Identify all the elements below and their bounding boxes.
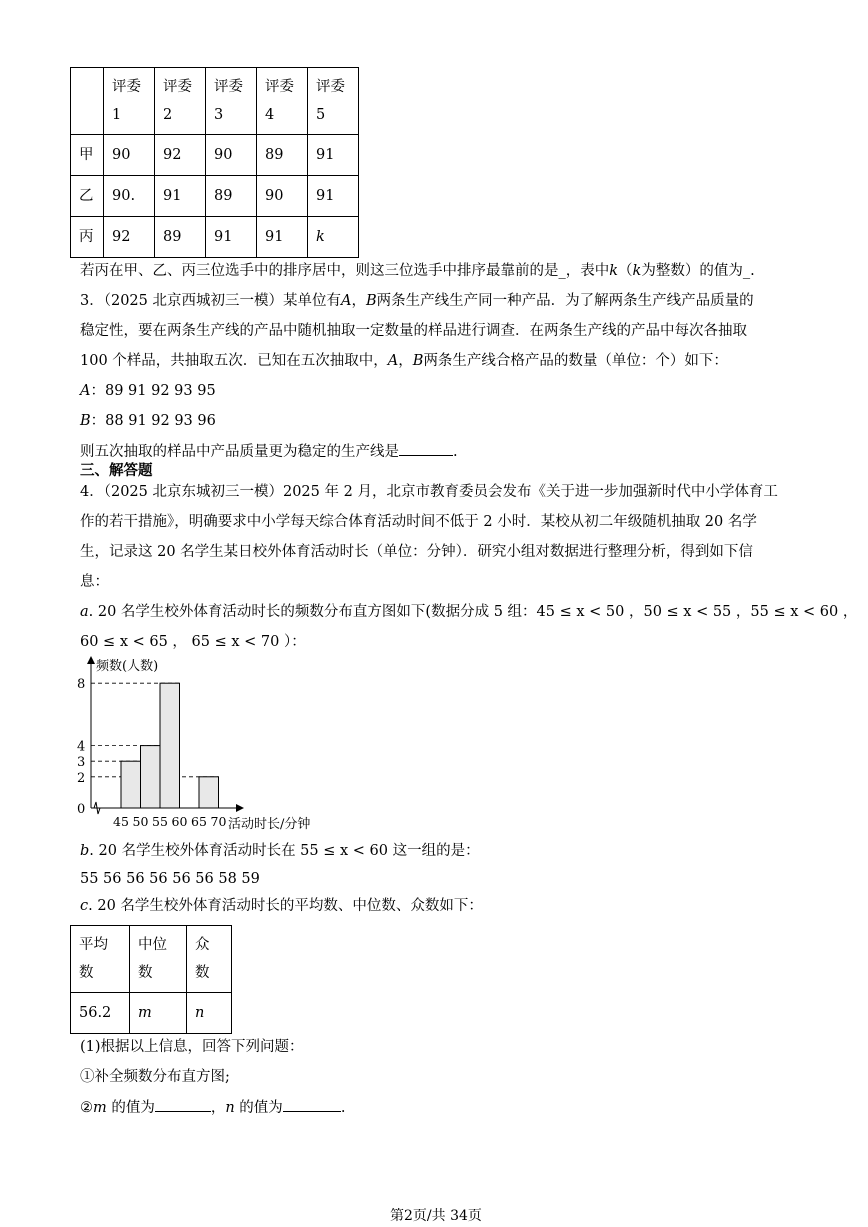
line-b-values: ：88 91 92 93 96 (90, 413, 216, 429)
var-a: A (387, 353, 399, 369)
question-2-tail (80, 261, 755, 281)
q2-text: 若丙在甲、乙、丙三位选手中的排序居中，则这三位选手中排序最靠前的是_，表中 (80, 263, 610, 279)
x-tick-label: 45 (113, 814, 129, 829)
stats-header-row (71, 926, 232, 993)
score-cell: 91 (308, 135, 359, 176)
q4-part-b (80, 841, 480, 861)
sub1b-text: 的值为 (234, 1100, 283, 1116)
sub1b-text: ， (210, 1100, 226, 1116)
table-row (71, 993, 232, 1034)
score-cell: 92 (104, 217, 155, 258)
header-cell-judge-5 (308, 68, 359, 135)
score-cell: 90 (104, 135, 155, 176)
q3-text: 3．（2025 北京西城初三一模）某单位有 (80, 293, 341, 309)
score-cell: 89 (257, 135, 308, 176)
stats-header-mean (71, 926, 130, 993)
histogram-bar-50-55 (141, 746, 161, 808)
q2-text: 为整数）的值为_. (641, 263, 755, 279)
stats-header-median (130, 926, 187, 993)
judge-label: 评委 2 (163, 79, 192, 123)
y-tick-label: 4 (77, 739, 86, 755)
part-label: b (80, 843, 90, 859)
score-cell: 92 (155, 135, 206, 176)
contestant-name: 乙 (71, 176, 104, 217)
table-row (71, 176, 359, 217)
table-row (71, 217, 359, 258)
score-cell: 90. (104, 176, 155, 217)
q3-text: 两条生产线生产同一种产品．为了解两条生产线产品质量的 (376, 293, 754, 309)
stats-median-value: m (130, 993, 187, 1034)
q3-text: 则五次抽取的样品中产品质量更为稳定的生产线是 (80, 444, 399, 460)
q4-part-c (80, 896, 483, 916)
histogram-bar-45-50 (121, 761, 141, 808)
score-cell: 90 (257, 176, 308, 217)
x-axis-label: 活动时长/分钟 (228, 817, 311, 832)
part-a-ranges: 45 ≤ x < 50 ，50 ≤ x < 55 ，55 ≤ x < 60 ， (536, 604, 858, 620)
var-a: A (341, 293, 352, 309)
x-tick-labels (113, 814, 226, 829)
part-label: c (80, 898, 89, 914)
var-b: B (365, 293, 377, 309)
header-cell-judge-3 (206, 68, 257, 135)
score-cell: 91 (257, 217, 308, 258)
q4-part-a (80, 602, 857, 622)
q3-line-2: 稳定性，要在两条生产线的产品中随机抽取一定数量的样品进行调查．在两条生产线的产品中每次各抽取 (80, 323, 747, 339)
q3-line-3 (80, 351, 728, 371)
circled-number: ② (80, 1100, 93, 1116)
contestant-name: 丙 (71, 217, 104, 258)
q4-line-3: 生，记录这 20 名学生某日校外体育活动时长（单位：分钟）．研究小组对数据进行整理分析，得到如下信 (80, 544, 753, 560)
answer-blank[interactable] (399, 441, 453, 456)
y-axis-label: 频数(人数) (96, 659, 159, 674)
sub1b-text: . (340, 1100, 346, 1116)
histogram-bar-65-70 (199, 777, 219, 808)
header-cell-judge-2 (155, 68, 206, 135)
judge-label: 评委 4 (265, 79, 294, 123)
score-cell: k (308, 217, 359, 258)
q3-line-1 (80, 291, 754, 311)
q3-text: 两条生产线合格产品的数量（单位：个）如下： (423, 353, 728, 369)
part-a-text: . 20 名学生校外体育活动时长的频数分布直方图如下(数据分成 5 组： (88, 604, 537, 620)
judge-label: 评委 5 (316, 79, 345, 123)
score-cell: 91 (155, 176, 206, 217)
q4-line-2: 作的若干措施》，明确要求中小学每天综合体育活动时间不低于 2 小时．某校从初二年级随机抽取 20 名学 (80, 514, 757, 530)
q3-line-b-data (80, 411, 216, 431)
judges-header-row (71, 68, 359, 135)
histogram-bar-55-60 (160, 683, 180, 808)
q3-line-a-data (80, 381, 216, 401)
var-k: k (632, 263, 642, 279)
q3-text: . (453, 444, 458, 460)
contestant-name: 甲 (71, 135, 104, 176)
stats-header-text: 中位 数 (138, 937, 167, 981)
header-cell-judge-4 (257, 68, 308, 135)
q3-text: 100 个样品，共抽取五次．已知在五次抽取中， (80, 353, 388, 369)
stats-mean-value: 56.2 (71, 993, 130, 1034)
answer-blank-n[interactable] (283, 1097, 341, 1112)
var-k: k (609, 263, 619, 279)
q4-sub-1b (80, 1097, 345, 1118)
part-c-text: . 20 名学生校外体育活动时长的平均数、中位数、众数如下： (88, 898, 483, 914)
q3-text: ， (351, 293, 366, 309)
stats-mode-value: n (187, 993, 232, 1034)
x-tick-label: 55 (152, 814, 168, 829)
score-cell: 89 (155, 217, 206, 258)
header-cell (71, 68, 104, 135)
var-b: B (80, 413, 91, 429)
q3-line-6 (80, 441, 458, 462)
table-row (71, 135, 359, 176)
x-tick-label: 65 (191, 814, 207, 829)
sub1b-text: 的值为 (106, 1100, 155, 1116)
page-footer: 第2页/共 34页 (390, 1208, 482, 1224)
answer-blank-m[interactable] (155, 1097, 211, 1112)
q4-line-1: 4．（2025 北京东城初三一模）2025 年 2 月，北京市教育委员会发布《关于进一步加强新时代中小学体育工 (80, 484, 778, 500)
q4-line-4: 息： (80, 574, 109, 590)
section-title: 三、解答题 (80, 462, 153, 479)
score-cell: 89 (206, 176, 257, 217)
var-b: B (412, 353, 424, 369)
q4-sub-1: (1)根据以上信息，回答下列问题： (80, 1039, 304, 1055)
q2-text: （ (618, 263, 633, 279)
judge-label: 评委 3 (214, 79, 243, 123)
y-tick-label: 3 (77, 755, 86, 771)
stats-header-text: 平均 数 (79, 937, 108, 981)
var-n: n (225, 1100, 235, 1116)
judge-label: 评委 1 (112, 79, 141, 123)
var-m: m (93, 1100, 107, 1116)
q3-text: ， (398, 353, 413, 369)
frequency-histogram (70, 652, 340, 834)
q4-sub-1a: ①补全频数分布直方图; (80, 1069, 230, 1085)
q4-part-b-data: 55 56 56 56 56 56 58 59 (80, 871, 260, 887)
part-b-text: . 20 名学生校外体育活动时长在 55 ≤ x < 60 这一组的是： (89, 843, 480, 859)
header-cell-judge-1 (104, 68, 155, 135)
y-tick-label: 8 (77, 677, 86, 693)
x-tick-label: 50 (132, 814, 149, 829)
x-tick-label: 70 (210, 814, 227, 829)
stats-header-mode (187, 926, 232, 993)
y-tick-label: 0 (77, 802, 86, 817)
q4-part-a-line-2: 60 ≤ x < 65 ， 65 ≤ x < 70 ）： (80, 634, 306, 650)
score-cell: 90 (206, 135, 257, 176)
y-tick-label: 2 (77, 770, 86, 786)
x-tick-label: 60 (171, 814, 188, 829)
stats-header-text: 众 数 (195, 937, 210, 981)
judges-score-table (70, 67, 359, 258)
score-cell: 91 (206, 217, 257, 258)
part-label: a (80, 604, 89, 620)
var-a: A (80, 383, 91, 399)
score-cell: 91 (308, 176, 359, 217)
stats-table (70, 925, 232, 1034)
line-a-values: ：89 91 92 93 95 (90, 383, 216, 399)
y-tick-labels (77, 677, 85, 817)
